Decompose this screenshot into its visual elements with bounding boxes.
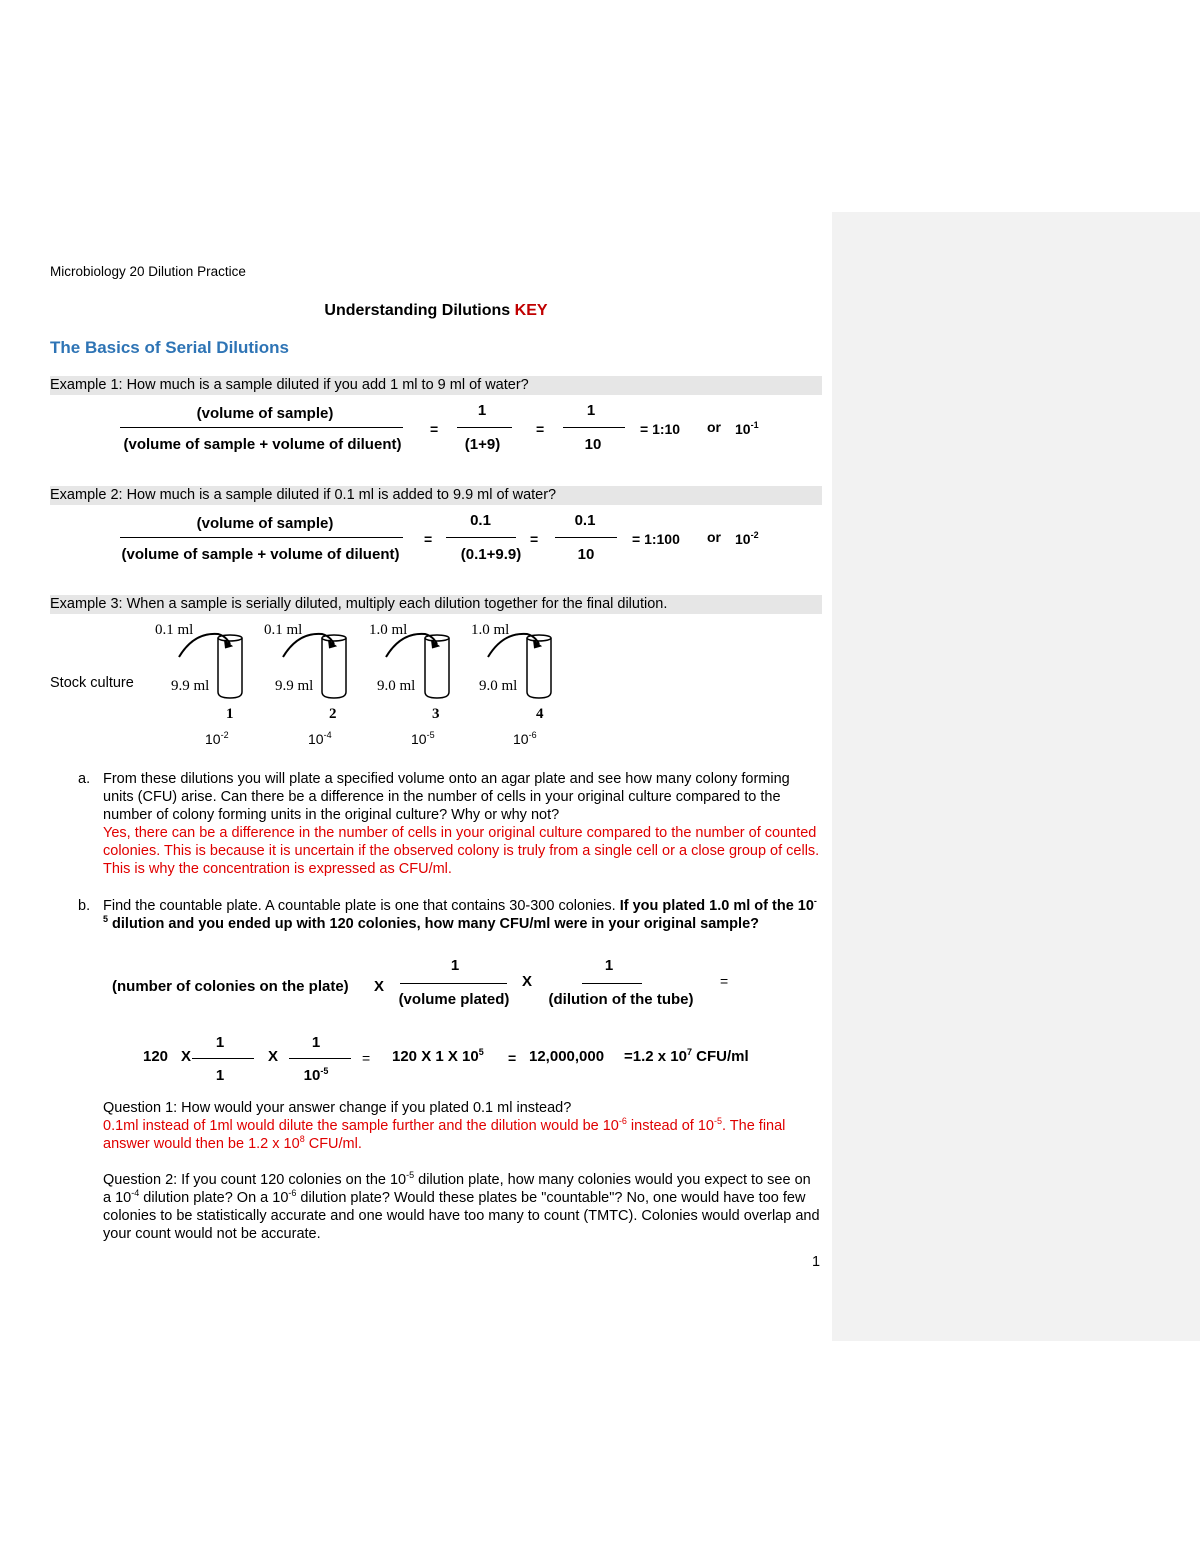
ex1-f2-bar <box>457 427 512 428</box>
question-2: Question 2: If you count 120 colonies on the $10^{-5}$ dilution plate, how many colonies would you expect to see on a $10^{-4}$ dilution plate? On a $10^{-6}$ dilution plate? Would these plates be "countable"? No, one would have too few colonies to be statistically accurate and one would have too many to count (TMTC). Colonies would overlap and your count would not be accurate. <box>103 1170 820 1242</box>
formula-x-2: X <box>522 973 533 990</box>
calc-one-1: 1 <box>215 1034 225 1051</box>
formula-equals: = <box>720 973 729 989</box>
tube-3-volume: 9.0 ml <box>377 678 416 694</box>
ex1-fraction-bar <box>120 427 403 428</box>
formula-term1: (number of colonies on the plate) <box>112 978 349 995</box>
calc-equals-1: = <box>362 1050 371 1066</box>
formula-bar-2 <box>582 983 642 984</box>
ex2-f2-bar <box>446 537 516 538</box>
ex1-f3-den: 10 <box>584 436 602 453</box>
question-b-bold-1: If you plated 1.0 ml of the 10 <box>619 898 814 914</box>
question-a-answer: Yes, there can be a difference in the number of cells in your original culture compared to the number of counted colonies. This is because it is uncertain if the observed colony is truly from a single cell or a close group of cells. This is why the concentration is expressed as CFU/ml. <box>103 825 820 877</box>
ex2-ratio: = 1:100 <box>632 531 680 547</box>
ex1-or: or <box>707 419 721 435</box>
tube-4-number: 4 <box>536 706 544 722</box>
example2-prompt-text: Example 2: How much is a sample diluted if 0.1 ml is added to 9.9 ml of water? <box>50 487 557 503</box>
tube-1-dilution: $10^{-2}$ <box>205 730 229 747</box>
example3-prompt-text: Example 3: When a sample is serially diluted, multiply each dilution together for the final dilution. <box>50 596 668 612</box>
calc-result: =1.2 x $10^7$ CFU/ml <box>624 1047 749 1065</box>
calc-x-1: X <box>181 1048 192 1065</box>
tube-4-transfer: 1.0 ml <box>471 622 510 638</box>
calc-equals-2: = <box>508 1050 517 1066</box>
tube-2-dilution: $10^{-4}$ <box>308 730 332 747</box>
calc-one-2: 1 <box>311 1034 321 1051</box>
tube-2-number: 2 <box>329 706 337 722</box>
ex2-equals-1: = <box>424 531 433 547</box>
tube-1-transfer: 0.1 ml <box>155 622 194 638</box>
section-heading: The Basics of Serial Dilutions <box>50 338 290 357</box>
ex2-or: or <box>707 529 721 545</box>
calc-den-2: $10^{-5}$ <box>303 1066 329 1084</box>
question-b-bold-sup: -5 <box>103 896 817 924</box>
question-b-text: Find the countable plate. A countable plate is one that contains 30-300 colonies. <box>103 898 620 914</box>
formula-x-1: X <box>374 978 385 995</box>
question-a <box>103 770 820 878</box>
ex2-f2-den: (0.1+9.9) <box>460 546 522 563</box>
calc-count: 120 <box>143 1048 169 1065</box>
stock-culture-label: Stock culture <box>50 675 134 691</box>
ex2-denominator: (volume of sample + volume of diluent) <box>121 546 400 563</box>
tube-3-number: 3 <box>432 706 440 722</box>
title-key: KEY <box>514 302 548 319</box>
formula-dilution: (dilution of the tube) <box>548 991 694 1008</box>
tube-1-volume: 9.9 ml <box>171 678 210 694</box>
example1-prompt-text: Example 1: How much is a sample diluted if you add 1 ml to 9 ml of water? <box>50 377 529 393</box>
ex2-f3-num: 0.1 <box>574 512 596 529</box>
calc-den-1: 1 <box>215 1067 225 1084</box>
ex1-ratio: = 1:10 <box>640 421 681 437</box>
ex1-exponent: $10^{-1}$ <box>735 420 759 437</box>
calc-bar-2 <box>289 1058 351 1059</box>
tube-3-transfer: 1.0 ml <box>369 622 408 638</box>
ex1-equals-1: = <box>430 421 439 437</box>
comment-sidebar <box>832 212 1200 1341</box>
example3-prompt <box>50 595 822 614</box>
example1-prompt <box>50 376 822 395</box>
ex2-numerator: (volume of sample) <box>196 515 334 532</box>
tube-2-transfer: 0.1 ml <box>264 622 303 638</box>
ex1-f3-num: 1 <box>586 402 596 419</box>
ex1-f3-bar <box>563 427 625 428</box>
page-number: 1 <box>812 1254 821 1270</box>
calc-step2: 12,000,000 <box>529 1048 605 1065</box>
formula-volume: (volume plated) <box>398 991 510 1008</box>
question-b <box>103 897 820 933</box>
question-a-text: From these dilutions you will plate a specified volume onto an agar plate and see how many colony forming units (CFU) arise. Can there be a difference in the number of cells in your original culture compared to the number of colony forming units in the original culture? Why or why not? <box>103 771 790 823</box>
ex2-fraction-bar <box>120 537 403 538</box>
ex1-f2-den: (1+9) <box>464 436 501 453</box>
calc-bar-1 <box>192 1058 254 1059</box>
question-1-answer: 0.1ml instead of 1ml would dilute the sample further and the dilution would be $10^{-6}$ instead of $10^{-5}$. The final answer would then be 1.2 x $10^8$ CFU/ml. <box>103 1116 786 1152</box>
question-1 <box>103 1099 820 1153</box>
tube-1-number: 1 <box>226 706 234 722</box>
question-b-bold-2: dilution and you ended up with 120 colonies, how many CFU/ml were in your original sample? <box>108 916 759 932</box>
formula-one-2: 1 <box>604 957 614 974</box>
tube-3-dilution: $10^{-5}$ <box>411 730 435 747</box>
formula-bar-1 <box>400 983 507 984</box>
tube-4-volume: 9.0 ml <box>479 678 518 694</box>
ex2-f2-num: 0.1 <box>470 512 491 529</box>
calc-step1: 120 X 1 X $10^5$ <box>392 1047 484 1065</box>
calc-x-2: X <box>268 1048 279 1065</box>
question-a-label: a. <box>78 771 91 787</box>
ex1-numerator: (volume of sample) <box>196 405 334 422</box>
tube-2-volume: 9.9 ml <box>275 678 314 694</box>
ex1-equals-2: = <box>536 421 545 437</box>
question-1-text: Question 1: How would your answer change if you plated 0.1 ml instead? <box>103 1100 572 1116</box>
formula-one-1: 1 <box>450 957 460 974</box>
document-header: Microbiology 20 Dilution Practice <box>50 264 246 279</box>
example2-prompt <box>50 486 822 505</box>
ex1-f2-num: 1 <box>477 402 487 419</box>
question-b-label: b. <box>78 898 91 914</box>
tube-4-dilution: $10^{-6}$ <box>513 730 537 747</box>
title-main: Understanding Dilutions <box>324 302 511 319</box>
ex1-denominator: (volume of sample + volume of diluent) <box>123 436 402 453</box>
ex2-f3-bar <box>555 537 617 538</box>
page-title <box>0 302 872 320</box>
ex2-f3-den: 10 <box>577 546 595 563</box>
ex2-equals-2: = <box>530 531 539 547</box>
ex2-exponent: $10^{-2}$ <box>735 530 759 547</box>
